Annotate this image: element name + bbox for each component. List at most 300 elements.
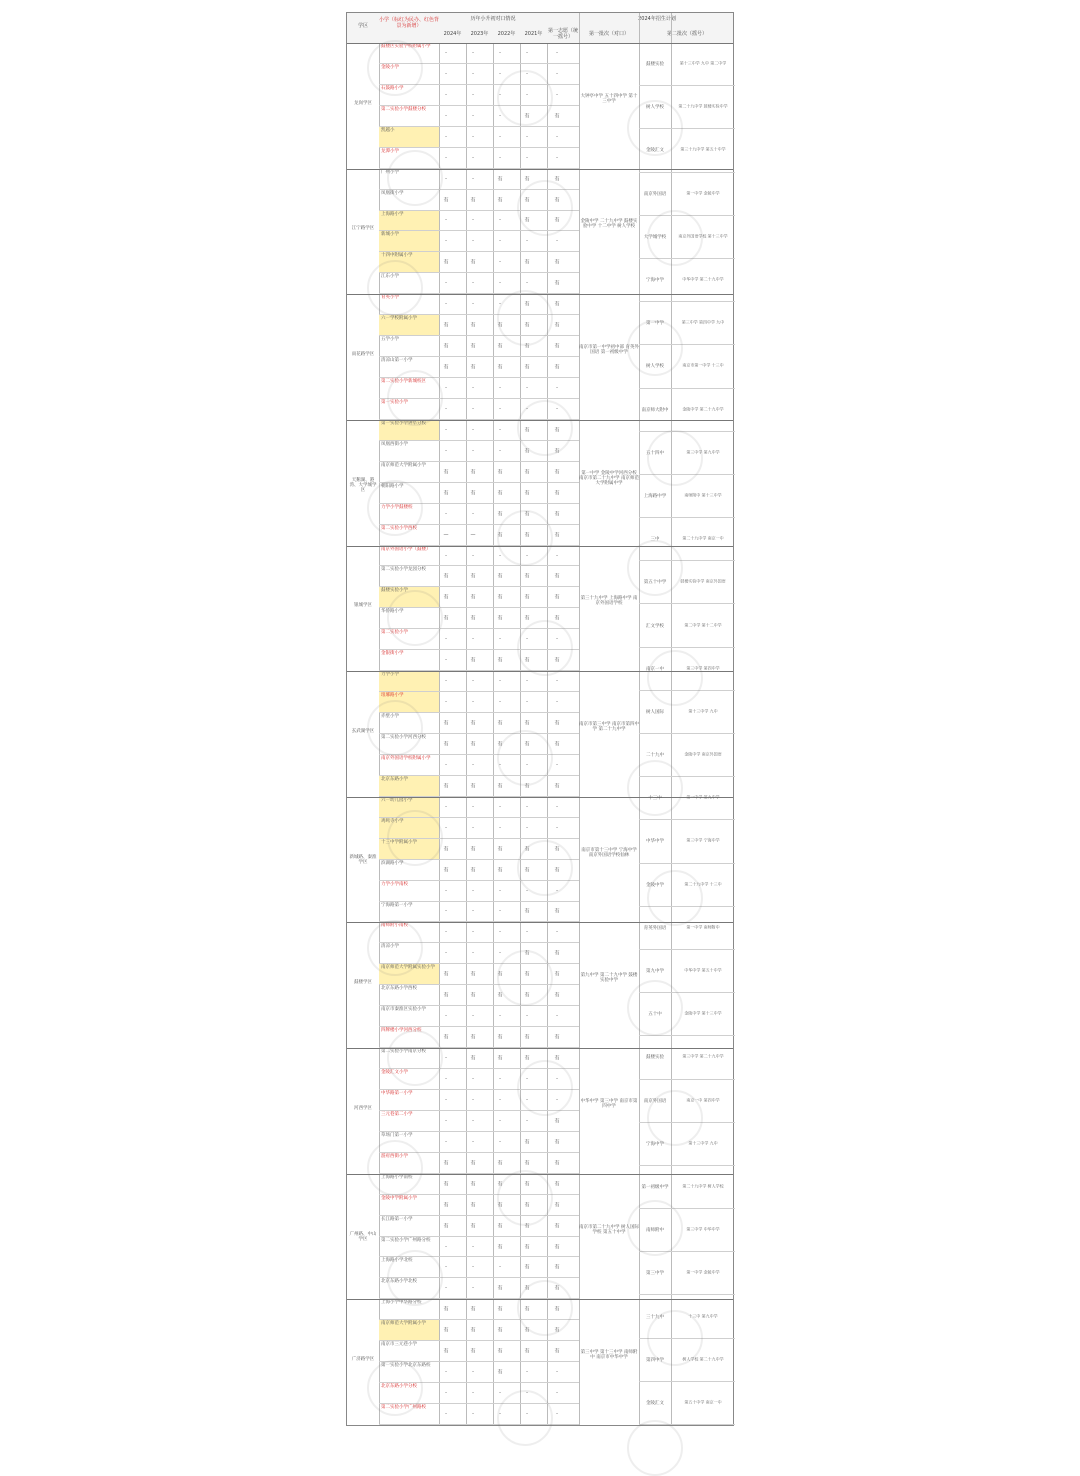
year-value: 有	[497, 971, 503, 978]
year-value: 有	[443, 867, 449, 874]
second-batch-name: 南师附中	[646, 1228, 664, 1234]
year-value: -	[499, 950, 501, 957]
school-name: 华侨路小学	[381, 609, 404, 615]
year-value: -	[499, 887, 501, 894]
year-value: 有	[554, 1244, 560, 1250]
school-name: 南京市秦淮区实验小学	[381, 1007, 426, 1013]
year-value: 有	[524, 720, 530, 727]
year-value: 有	[554, 1160, 560, 1167]
second-batch-desc: 十三中 第九中学	[688, 1313, 718, 1319]
second-batch-name: 第五十中学	[643, 580, 667, 586]
watermark-stamp	[517, 840, 573, 896]
year-value: 有	[554, 197, 560, 204]
year-value: 有	[470, 1306, 476, 1313]
year-value: -	[556, 887, 558, 894]
watermark-stamp	[627, 980, 683, 1036]
second-batch-desc: 第一中学 南师附中	[686, 924, 720, 930]
second-batch-desc: 第十三中学 九中 第二中学	[679, 60, 727, 66]
year-value: 有	[524, 217, 530, 224]
second-batch-desc: 第三中学 第九中学	[686, 449, 720, 455]
year-value: 有	[524, 427, 530, 434]
year-value: 有	[524, 950, 530, 957]
year-value: 有	[497, 741, 503, 748]
year-value: 有	[497, 1285, 503, 1292]
year-value: -	[472, 49, 474, 56]
second-batch-name: 鼓楼实验	[646, 62, 664, 68]
year-value: 有	[554, 1223, 560, 1230]
watermark-stamp	[497, 290, 553, 346]
school-name: 力学小学南校	[381, 881, 408, 887]
header-second-batch: 第二批次（摇号）	[666, 31, 707, 37]
second-batch-desc: 第二十九中学 鼓楼实验中学	[678, 103, 728, 109]
header-year-2022: 2022年	[497, 31, 516, 37]
year-value: -	[526, 154, 528, 161]
watermark-stamp	[517, 400, 573, 456]
year-value: -	[472, 384, 474, 391]
year-value: 有	[470, 741, 476, 748]
year-value: 有	[524, 1034, 530, 1041]
second-batch-name: 南京师大附中	[641, 407, 669, 413]
year-value: 有	[524, 741, 530, 748]
year-value: 有	[470, 1202, 476, 1209]
year-value: 有	[497, 469, 503, 476]
watermark-stamp	[627, 1200, 683, 1256]
year-value: 有	[443, 490, 449, 497]
second-batch-desc: 南京市第一中学 十三中	[682, 363, 724, 369]
watermark-stamp	[647, 1090, 703, 1146]
second-batch-name: 第一初级中学	[641, 1184, 669, 1190]
year-value: 有	[443, 1181, 449, 1188]
year-value: -	[445, 824, 447, 831]
year-value: -	[556, 49, 558, 56]
second-batch-name: 上海路中学	[643, 493, 667, 499]
year-value: 有	[497, 1369, 503, 1376]
second-batch-desc: 第一中学 金陵中学	[686, 1270, 720, 1276]
second-batch-row	[639, 820, 735, 863]
year-value: -	[445, 657, 447, 664]
watermark-stamp	[627, 1420, 683, 1476]
year-value: -	[556, 636, 558, 643]
year-value: -	[445, 175, 447, 182]
watermark-stamp	[647, 430, 703, 486]
district-name: 河西学区	[354, 1105, 372, 1111]
table-row	[379, 127, 579, 148]
year-value: 有	[554, 1327, 560, 1334]
watermark-stamp	[627, 760, 683, 816]
watermark-stamp	[387, 1250, 443, 1306]
year-value: -	[526, 552, 528, 559]
second-batch-name: 第三中学	[646, 1271, 664, 1277]
second-batch-name: 鼓楼实验	[646, 1055, 664, 1061]
year-value: 有	[470, 867, 476, 874]
year-value: 有	[554, 217, 560, 224]
year-value: -	[472, 175, 474, 182]
year-value: -	[556, 1411, 558, 1418]
second-batch-name: 树人学校	[646, 364, 664, 370]
year-value: 有	[554, 448, 560, 455]
year-value: -	[526, 1390, 528, 1397]
year-value: 有	[554, 720, 560, 727]
year-value: -	[445, 699, 447, 706]
year-value: 有	[524, 657, 530, 664]
year-value: -	[499, 133, 501, 140]
school-name: 第二实验小学西校	[381, 525, 417, 531]
year-value: -	[556, 70, 558, 77]
year-value: -	[445, 678, 447, 685]
year-value: 有	[470, 783, 476, 790]
table-row	[379, 776, 579, 797]
school-name: 六一学校附属小学	[379, 315, 439, 335]
year-value: -	[556, 384, 558, 391]
second-batch-name: 五十中	[648, 1012, 662, 1018]
school-name: 金陵汇文小学	[381, 1070, 408, 1076]
year-value: -	[526, 1369, 528, 1376]
year-value: 有	[524, 783, 530, 790]
second-batch-desc: 第二十九中学 十三中	[684, 881, 722, 887]
school-name: 第二实验小学新城校区	[381, 379, 426, 385]
year-value: -	[445, 1285, 447, 1292]
year-value: 有	[524, 1160, 530, 1167]
year-value: 有	[470, 343, 476, 350]
year-value: -	[556, 1369, 558, 1376]
second-batch-desc: 第一中学 第九中学	[686, 794, 720, 800]
year-value: -	[445, 929, 447, 936]
year-value: 有	[443, 720, 449, 727]
year-value: -	[526, 678, 528, 685]
school-name: 南京师范大学附属小学	[379, 1320, 439, 1340]
year-value: -	[445, 803, 447, 810]
year-value: 有	[497, 867, 503, 874]
school-name: 游府西街小学	[381, 1153, 408, 1159]
second-batch-desc: 第三中学 第四中学 九中	[681, 319, 725, 325]
year-value: -	[526, 133, 528, 140]
table-row	[379, 1216, 579, 1237]
school-name: 草场门第一小学	[381, 1132, 413, 1138]
watermark-stamp	[367, 1360, 423, 1416]
watermark-stamp	[497, 70, 553, 126]
year-value: -	[499, 217, 501, 224]
second-batch-name: 三十九中	[646, 1314, 664, 1320]
year-value: 有	[524, 469, 530, 476]
second-batch-name: 中华中学	[646, 839, 664, 845]
second-batch-name: 树人国际	[646, 709, 664, 715]
watermark-stamp	[627, 320, 683, 376]
year-value: 有	[497, 490, 503, 497]
district-name: 广济路学区	[351, 1357, 375, 1363]
year-value: -	[472, 824, 474, 831]
year-value: 有	[443, 1034, 449, 1041]
watermark-stamp	[497, 950, 553, 1006]
year-value: 有	[554, 1264, 560, 1271]
year-value: -	[499, 908, 501, 915]
school-name: 第二实验小学龙园分校	[381, 567, 426, 573]
year-value: 有	[524, 301, 530, 308]
year-value: 有	[497, 992, 503, 999]
year-value: -	[556, 1390, 558, 1397]
year-value: 有	[554, 113, 560, 120]
year-value: 有	[497, 1160, 503, 1167]
school-name: 金陵小学	[381, 64, 399, 70]
header-first-batch: 第一批次（对口）	[588, 31, 629, 37]
school-name: 石鼓路小学	[381, 85, 404, 91]
year-value: -	[445, 49, 447, 56]
year-value: 有	[497, 511, 503, 518]
second-batch-name: 汇文学校	[646, 623, 664, 629]
first-batch-schools: 第三十九中学 上海路中学 南京外国语学校	[580, 596, 638, 607]
year-value: -	[526, 49, 528, 56]
table-row	[379, 336, 579, 357]
year-value: -	[556, 238, 558, 245]
second-batch-row	[639, 1036, 735, 1079]
year-value: -	[445, 636, 447, 643]
year-value: -	[499, 259, 501, 266]
year-value: 有	[554, 176, 560, 183]
first-batch-schools: 中华中学 第三中学 南京市第四中学	[580, 1098, 638, 1109]
school-name: 南京外国语小学（鼓楼）	[381, 546, 431, 552]
school-name: 清凉小学	[381, 944, 399, 950]
year-value: -	[472, 280, 474, 287]
year-value: -	[472, 887, 474, 894]
district-name: 广州路、中山学区	[349, 1231, 377, 1242]
year-value: -	[499, 929, 501, 936]
year-value: 有	[443, 783, 449, 790]
year-value: 有	[524, 1244, 530, 1250]
year-value: 有	[470, 259, 476, 266]
second-batch-desc: 树人学校 第二十九中学	[682, 1356, 724, 1362]
watermark-stamp	[627, 100, 683, 156]
watermark-stamp	[367, 1140, 423, 1196]
year-value: -	[526, 824, 528, 831]
year-value: 有	[554, 532, 560, 539]
year-value: -	[499, 678, 501, 685]
year-value: 有	[470, 971, 476, 978]
first-batch-schools: 南京市第三中学 南京市第四中学 第二十九中学	[579, 722, 639, 732]
year-value: 有	[524, 1139, 530, 1146]
second-batch-name: 五十四中	[646, 450, 664, 456]
year-value: -	[526, 699, 528, 706]
year-value: -	[445, 405, 447, 412]
year-value: -	[472, 929, 474, 936]
year-value: -	[499, 699, 501, 706]
year-value: -	[526, 91, 528, 98]
school-name: 鸡鸣寺小学	[379, 818, 439, 838]
year-value: -	[472, 70, 474, 77]
first-batch-schools: 南京市第一中学初中部 育英外国语 第一初级中学	[579, 345, 639, 356]
year-value: -	[472, 154, 474, 161]
school-name: 上海小学中华路分校	[381, 1300, 422, 1306]
year-value: -	[556, 699, 558, 706]
year-value: 有	[524, 1264, 530, 1271]
year-value: 有	[524, 1327, 530, 1334]
year-value: 有	[524, 532, 530, 539]
year-value: 有	[470, 1223, 476, 1230]
year-value: -	[499, 636, 501, 643]
school-name: 北京东路小学西校	[381, 986, 417, 992]
year-value: 有	[443, 741, 449, 748]
first-batch-schools: 第三中学 第十三中学 南师附中 南京市中华中学	[580, 1350, 638, 1361]
school-name: 十三中学附属小学	[379, 839, 439, 859]
year-value: -	[445, 908, 447, 915]
year-value: -	[526, 405, 528, 412]
year-value: -	[499, 1411, 501, 1418]
second-batch-name: 南京外国语	[643, 191, 667, 197]
year-value: 有	[497, 573, 503, 580]
year-value: -	[445, 217, 447, 224]
year-value: 有	[443, 1202, 449, 1209]
second-batch-name: 第四中学	[646, 1357, 664, 1363]
year-value: 有	[470, 720, 476, 727]
watermark-stamp	[497, 510, 553, 566]
year-value: -	[499, 384, 501, 391]
year-value: 有	[524, 992, 530, 999]
year-value: -	[472, 678, 474, 685]
year-value: 有	[443, 615, 449, 622]
first-batch-schools: 南京市第十三中学 宁海中学 南京外国语学校仙林	[581, 847, 637, 858]
district-name: 天鹅湖、港湾、大学城学区	[349, 477, 377, 493]
year-value: 有	[524, 867, 530, 874]
table-row	[379, 902, 579, 923]
year-value: -	[526, 887, 528, 894]
second-batch-desc: 第三中学 宁海中学	[686, 838, 720, 844]
year-value: 有	[470, 573, 476, 580]
watermark-stamp	[647, 1310, 703, 1366]
school-name: 六一幼儿园小学	[379, 797, 439, 817]
school-name: 宁海路第一小学	[381, 902, 413, 908]
year-value: -	[472, 91, 474, 98]
second-batch-name: 育英外国语	[643, 925, 667, 931]
year-value: -	[472, 908, 474, 915]
school-name: 鼓楼实验小学	[379, 587, 439, 607]
year-value: -	[499, 1075, 501, 1082]
table-row	[379, 462, 579, 483]
header-first-choice: 第一志愿（统一摇号）	[547, 28, 578, 40]
year-value: -	[472, 1264, 474, 1271]
watermark-stamp	[387, 150, 443, 206]
year-value: -	[472, 1096, 474, 1103]
watermark-stamp	[367, 260, 423, 316]
second-batch-name: 第九中学	[646, 969, 664, 975]
year-value: —	[443, 531, 449, 538]
year-value: 有	[497, 532, 503, 539]
year-value: -	[472, 803, 474, 810]
school-name: 凤凰街小学	[381, 190, 404, 196]
year-value: -	[472, 1117, 474, 1124]
year-value: -	[499, 238, 501, 245]
school-name: 凯越小	[379, 127, 439, 147]
year-value: 有	[524, 113, 530, 120]
second-batch-desc: 第三中学 第四中学	[686, 665, 720, 671]
school-name: 南师附小南校	[381, 923, 408, 929]
header-year-2023: 2023年	[470, 31, 489, 37]
second-batch-name: 金陵汇文	[646, 1400, 664, 1406]
year-value: -	[445, 91, 447, 98]
year-value: 有	[554, 846, 560, 853]
year-value: 有	[524, 448, 530, 455]
second-batch-name: 二十九中	[646, 753, 664, 759]
year-value: -	[526, 929, 528, 936]
year-value: 有	[443, 594, 449, 601]
first-batch-schools: 第九中学 第二十九中学 鼓楼实验中学	[580, 973, 638, 984]
year-value: 有	[470, 1327, 476, 1334]
year-value: -	[556, 824, 558, 831]
year-value: -	[499, 49, 501, 56]
watermark-stamp	[367, 40, 423, 96]
year-value: -	[556, 154, 558, 161]
school-name: 北京东路小学	[379, 776, 439, 796]
district-name: 新城路、秦淮学区	[349, 854, 377, 865]
year-value: 有	[470, 1348, 476, 1355]
year-value: 有	[554, 469, 560, 476]
year-value: -	[526, 803, 528, 810]
year-value: 有	[497, 176, 503, 183]
second-batch-name: 宁海中学	[646, 278, 664, 284]
header-year-2021: 2021年	[524, 31, 543, 37]
year-value: -	[445, 1390, 447, 1397]
header-district: 学区	[357, 23, 368, 29]
year-value: 有	[554, 322, 560, 329]
year-value: 有	[554, 511, 560, 518]
year-value: -	[445, 1369, 447, 1376]
second-batch-desc: 第一中学 金陵中学	[686, 190, 720, 196]
year-value: 有	[470, 594, 476, 601]
year-value: -	[499, 91, 501, 98]
year-value: 有	[524, 1285, 530, 1292]
year-value: -	[526, 238, 528, 245]
year-value: -	[445, 1411, 447, 1418]
year-value: -	[526, 1075, 528, 1082]
watermark-stamp	[367, 480, 423, 536]
year-value: -	[472, 950, 474, 957]
year-value: -	[445, 154, 447, 161]
school-name: 第一实验小学北京东路校	[381, 1363, 431, 1369]
year-value: -	[556, 678, 558, 685]
year-value: -	[499, 1138, 501, 1145]
watermark-stamp	[517, 180, 573, 236]
year-value: 有	[524, 259, 530, 266]
year-value: 有	[497, 1034, 503, 1041]
year-value: -	[472, 447, 474, 454]
year-value: 有	[554, 950, 560, 957]
year-value: 有	[554, 364, 560, 371]
second-batch-desc: 南师附中 第十三中学	[684, 492, 722, 498]
year-value: -	[499, 154, 501, 161]
year-value: -	[472, 1369, 474, 1376]
year-value: 有	[497, 1202, 503, 1209]
year-value: -	[472, 1411, 474, 1418]
year-value: 有	[443, 1160, 449, 1167]
year-value: -	[472, 510, 474, 517]
watermark-stamp	[387, 810, 443, 866]
year-value: -	[499, 1390, 501, 1397]
year-value: -	[472, 699, 474, 706]
second-batch-name: 南京一中	[646, 666, 664, 672]
school-name: 滨湖路小学	[381, 860, 404, 866]
year-value: -	[472, 636, 474, 643]
year-value: 有	[470, 1034, 476, 1041]
district-name: 龙岗学区	[354, 100, 372, 106]
year-value: -	[445, 887, 447, 894]
school-name: 北京东路小学分校	[381, 1384, 417, 1390]
year-value: 有	[497, 1181, 503, 1188]
watermark-stamp	[647, 650, 703, 706]
school-name: 金银街小学	[381, 651, 404, 657]
second-batch-desc: 鼓楼实验中学 南京外国语	[680, 579, 726, 585]
year-value: —	[470, 531, 476, 538]
year-value: 有	[470, 846, 476, 853]
year-value: -	[526, 636, 528, 643]
district-name: 江宁路学区	[351, 226, 375, 232]
school-name: 第一实验小学	[381, 399, 408, 405]
